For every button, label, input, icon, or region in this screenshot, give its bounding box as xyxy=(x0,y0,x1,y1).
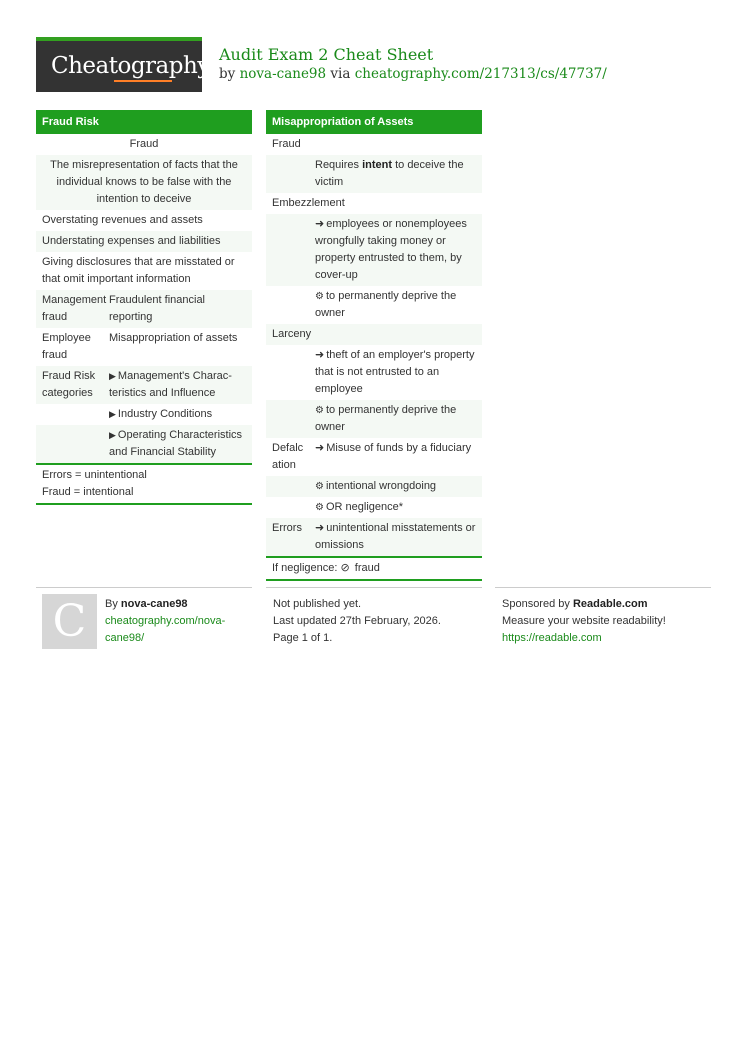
page-title: Audit Exam 2 Cheat Sheet xyxy=(219,45,434,64)
negligence-footnote: If negligence: ⊘ fraud xyxy=(266,556,482,579)
management-fraud-row xyxy=(36,290,252,328)
embezzlement-row-2: ⚙ to permanently deprive the owner xyxy=(315,290,457,319)
footer-rule xyxy=(495,587,711,588)
fraud-risk-footnote xyxy=(36,463,252,503)
caret-right-icon: ▶ xyxy=(109,430,116,440)
understating-row xyxy=(36,231,252,252)
footer-author: By nova-cane98 cheatography.com/nova-cane98/ xyxy=(105,596,245,647)
errors-label: Errors xyxy=(272,522,302,534)
category-item: ▶ Operating Characteristics and Financial Stability xyxy=(109,429,243,458)
fraud-label: Fraud xyxy=(272,138,301,150)
embezzlement-label-row xyxy=(266,193,482,214)
employee-fraud-term: Employee fraud xyxy=(42,332,91,361)
defalcation-row-3: ⚙ OR negligence* xyxy=(266,497,482,518)
gears-icon: ⚙ xyxy=(315,291,324,302)
defalcation-row-2: ⚙ intentional wrongdoing xyxy=(266,476,482,497)
footer-author-name[interactable]: nova-cane98 xyxy=(120,598,188,610)
caret-right-icon: ▶ xyxy=(109,409,116,419)
ban-icon: ⊘ xyxy=(340,562,350,574)
footer-publish-info xyxy=(273,596,441,647)
embezzlement-row-1: ➜ employees or nonemployees wrongfully taking money or property entrusted to them, by cover-up xyxy=(266,214,482,286)
defalcation-row-1: Defalc ation ➜ Misuse of funds by a fiduciary xyxy=(266,438,482,476)
sponsor-tagline: Measure your website readability! xyxy=(502,615,666,627)
misappropriation-heading: Misappropriation of Assets xyxy=(266,110,482,134)
gears-icon: ⚙ xyxy=(315,405,324,416)
avatar[interactable]: C xyxy=(42,594,97,649)
footer-rule xyxy=(36,587,252,588)
category-item: ▶ Industry Conditions xyxy=(109,404,252,425)
logo-underline xyxy=(114,80,172,82)
disclosures-text: Giving disclosures that are misstated or that omit important information xyxy=(42,256,235,285)
understating-text: Understating expenses and liabilities xyxy=(42,235,221,247)
section-bottom-rule xyxy=(36,503,252,505)
larceny-row-2: ⚙ to permanently deprive the owner xyxy=(266,400,482,438)
defalcation-label: Defalc ation xyxy=(272,442,304,471)
misappropriation-section xyxy=(266,110,482,581)
fraud-center-title: Fraud xyxy=(129,138,159,150)
fraud-risk-section xyxy=(36,110,252,505)
fraud-risk-categories-row xyxy=(36,366,252,404)
logo-text: Cheatography xyxy=(51,53,210,79)
published-status: Not published yet. xyxy=(273,598,362,610)
disclosures-row xyxy=(36,252,252,290)
byline-by: by xyxy=(219,66,236,82)
category-item: ▶ Management's Charac- teristics and Influence xyxy=(109,370,232,399)
fraud-note: Fraud = intentional xyxy=(42,486,134,498)
categories-label: Fraud Risk categories xyxy=(42,370,96,399)
arrow-right-icon: ➜ xyxy=(315,349,325,361)
employee-fraud-desc: Misappropriation of assets xyxy=(109,332,238,344)
caret-right-icon: ▶ xyxy=(109,371,116,381)
employee-fraud-row xyxy=(36,328,252,366)
management-fraud-desc: Fraudulent financial reporting xyxy=(109,294,206,323)
cheatography-logo[interactable] xyxy=(36,37,210,92)
fraud-desc: Requires intent to deceive the victim xyxy=(315,159,464,188)
arrow-right-icon: ➜ xyxy=(315,442,325,454)
section-bottom-rule xyxy=(266,579,482,581)
gears-icon: ⚙ xyxy=(315,502,324,513)
arrow-right-icon: ➜ xyxy=(315,218,325,230)
sheet-url-link[interactable]: cheatography.com/217313/cs/47737/ xyxy=(354,66,607,82)
fraud-desc-row xyxy=(266,155,482,193)
larceny-label: Larceny xyxy=(272,328,312,340)
last-updated: Last updated 27th February, 2026. xyxy=(273,615,441,627)
footer-sponsor: Sponsored by Readable.com Measure your website readability! https://readable.com xyxy=(502,596,666,647)
fraud-title-row xyxy=(36,134,252,155)
embezzlement-label: Embezzlement xyxy=(272,197,345,209)
byline-via: via xyxy=(330,66,351,82)
overstating-row xyxy=(36,210,252,231)
sponsor-url[interactable]: https://readable.com xyxy=(502,632,602,644)
larceny-row-1: ➜ theft of an employer's property that is not entrusted to an employee xyxy=(315,349,475,395)
industry-conditions-row xyxy=(36,404,252,425)
sponsor-name[interactable]: Readable.com xyxy=(572,598,648,610)
fraud-label-row xyxy=(266,134,482,155)
byline xyxy=(219,66,607,82)
footer-author-url[interactable]: cheatography.com/nova-cane98/ xyxy=(105,615,226,644)
fraud-definition-row xyxy=(36,155,252,210)
author-link[interactable]: nova-cane98 xyxy=(239,66,327,82)
errors-row: Errors ➜ unintentional misstatements or omissions xyxy=(266,518,482,556)
fraud-definition: The misrepresentation of facts that the individual knows to be false with the intention to deceive xyxy=(50,159,238,205)
operating-characteristics-row xyxy=(36,425,252,463)
footer-rule xyxy=(266,587,482,588)
arrow-right-icon: ➜ xyxy=(315,522,325,534)
page-number: Page 1 of 1. xyxy=(273,632,333,644)
gears-icon: ⚙ xyxy=(315,481,324,492)
management-fraud-term: Management fraud xyxy=(42,294,107,323)
larceny-label-row xyxy=(266,324,482,345)
overstating-text: Overstating revenues and assets xyxy=(42,214,203,226)
fraud-risk-heading: Fraud Risk xyxy=(36,110,252,134)
errors-note: Errors = unintentional xyxy=(42,469,147,481)
